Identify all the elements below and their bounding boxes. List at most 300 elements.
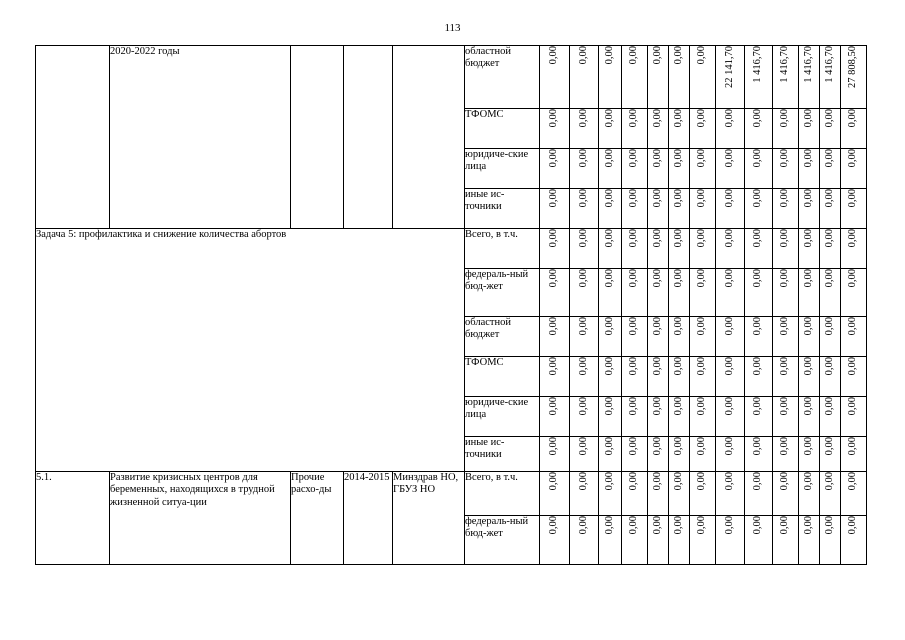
- source-label: Всего, в т.ч.: [465, 229, 540, 269]
- amount-cell: [799, 437, 820, 472]
- amount-cell: [841, 149, 867, 189]
- amount-cell: [570, 189, 599, 229]
- amount-cell: [716, 269, 745, 317]
- amount-cell: [622, 437, 648, 472]
- amount-cell: [690, 149, 716, 189]
- amount-cell: [773, 437, 799, 472]
- amount-value: 0,00: [802, 269, 814, 288]
- amount-cell: [820, 229, 841, 269]
- amount-value: 0,00: [628, 472, 640, 491]
- amount-cell: [820, 357, 841, 397]
- amount-value: 0,00: [628, 149, 640, 168]
- amount-value: 0,00: [651, 317, 663, 336]
- amount-cell: [669, 189, 690, 229]
- amount-cell: [622, 269, 648, 317]
- amount-cell: [669, 437, 690, 472]
- amount-value: 0,00: [752, 397, 764, 416]
- amount-cell: [773, 472, 799, 516]
- amount-cell: [773, 516, 799, 565]
- amount-value: 0,00: [577, 149, 589, 168]
- amount-value: 0,00: [672, 149, 684, 168]
- amount-value: 0,00: [672, 317, 684, 336]
- amount-cell: [669, 269, 690, 317]
- amount-value: 0,00: [723, 516, 735, 535]
- amount-cell: [570, 46, 599, 109]
- amount-cell: [540, 317, 570, 357]
- source-label: ТФОМС: [465, 357, 540, 397]
- amount-value: 0,00: [548, 46, 560, 65]
- item-name: Развитие кризисных центров для беременных, находящихся в трудной жизненной ситуа-ции: [110, 472, 291, 565]
- amount-cell: [773, 149, 799, 189]
- amount-value: 0,00: [847, 357, 859, 376]
- amount-cell: [716, 397, 745, 437]
- amount-value: 0,00: [847, 229, 859, 248]
- amount-cell: [820, 472, 841, 516]
- amount-cell: [599, 472, 622, 516]
- amount-cell: [745, 472, 773, 516]
- amount-value: 0,00: [672, 109, 684, 128]
- amount-value: 0,00: [802, 189, 814, 208]
- amount-cell: [716, 189, 745, 229]
- amount-value: 0,00: [696, 46, 708, 65]
- amount-cell: [841, 472, 867, 516]
- table-row: [36, 229, 867, 269]
- amount-value: 0,00: [577, 472, 589, 491]
- amount-cell: [669, 516, 690, 565]
- amount-cell: [622, 516, 648, 565]
- amount-cell: [540, 516, 570, 565]
- source-label: Всего, в т.ч.: [465, 472, 540, 516]
- amount-cell: [599, 46, 622, 109]
- amount-value: 0,00: [752, 516, 764, 535]
- amount-value: 0,00: [696, 149, 708, 168]
- amount-value: 0,00: [548, 149, 560, 168]
- source-label: областной бюджет: [465, 46, 540, 109]
- amount-value: 0,00: [779, 149, 791, 168]
- amount-cell: [773, 397, 799, 437]
- amount-value: 0,00: [823, 397, 835, 416]
- amount-cell: [648, 149, 669, 189]
- amount-value: 0,00: [752, 437, 764, 456]
- amount-value: 0,00: [696, 472, 708, 491]
- amount-value: 0,00: [752, 189, 764, 208]
- amount-value: 0,00: [802, 149, 814, 168]
- amount-cell: [540, 269, 570, 317]
- amount-cell: [841, 229, 867, 269]
- amount-value: 0,00: [628, 397, 640, 416]
- amount-cell: [690, 472, 716, 516]
- amount-cell: [820, 269, 841, 317]
- amount-value: 0,00: [628, 189, 640, 208]
- amount-cell: [745, 437, 773, 472]
- amount-cell: [745, 46, 773, 109]
- amount-value: 0,00: [752, 472, 764, 491]
- amount-value: 0,00: [628, 46, 640, 65]
- amount-cell: [690, 229, 716, 269]
- amount-value: 0,00: [672, 357, 684, 376]
- amount-value: 0,00: [603, 269, 615, 288]
- amount-value: 0,00: [651, 109, 663, 128]
- amount-value: 0,00: [802, 317, 814, 336]
- amount-cell: [745, 397, 773, 437]
- amount-cell: [690, 109, 716, 149]
- amount-cell: [648, 269, 669, 317]
- amount-value: 0,00: [603, 189, 615, 208]
- amount-cell: [799, 109, 820, 149]
- amount-cell: [690, 357, 716, 397]
- amount-cell: [690, 437, 716, 472]
- amount-cell: [773, 357, 799, 397]
- amount-cell: [599, 397, 622, 437]
- amount-cell: [820, 317, 841, 357]
- amount-cell: [799, 317, 820, 357]
- amount-value: 0,00: [603, 357, 615, 376]
- amount-cell: [716, 229, 745, 269]
- amount-value: 0,00: [847, 516, 859, 535]
- amount-value: 0,00: [628, 516, 640, 535]
- amount-value: 0,00: [577, 229, 589, 248]
- amount-value: 0,00: [651, 516, 663, 535]
- amount-cell: [841, 516, 867, 565]
- amount-value: 0,00: [696, 109, 708, 128]
- amount-cell: [820, 46, 841, 109]
- amount-cell: [773, 189, 799, 229]
- amount-value: 0,00: [628, 269, 640, 288]
- amount-cell: [599, 229, 622, 269]
- amount-value: 0,00: [752, 229, 764, 248]
- amount-value: 0,00: [802, 357, 814, 376]
- item-number: 5.1.: [36, 472, 110, 565]
- amount-value: 0,00: [847, 397, 859, 416]
- amount-cell: [799, 229, 820, 269]
- amount-value: 0,00: [823, 229, 835, 248]
- amount-value: 0,00: [847, 149, 859, 168]
- amount-cell: [570, 357, 599, 397]
- amount-cell: [599, 317, 622, 357]
- source-label: юридиче-ские лица: [465, 149, 540, 189]
- amount-cell: [669, 317, 690, 357]
- amount-cell: [799, 269, 820, 317]
- amount-cell: [820, 149, 841, 189]
- amount-value: 27 808,50: [847, 46, 859, 88]
- amount-value: 0,00: [651, 229, 663, 248]
- amount-value: 0,00: [847, 472, 859, 491]
- budget-table: [35, 45, 867, 565]
- amount-cell: [540, 397, 570, 437]
- amount-value: 0,00: [779, 357, 791, 376]
- amount-value: 0,00: [779, 397, 791, 416]
- amount-cell: [690, 269, 716, 317]
- amount-value: 0,00: [603, 472, 615, 491]
- amount-value: 0,00: [548, 317, 560, 336]
- amount-cell: [716, 109, 745, 149]
- amount-cell: [599, 357, 622, 397]
- amount-cell: [716, 516, 745, 565]
- amount-value: 0,00: [628, 437, 640, 456]
- amount-value: 0,00: [651, 397, 663, 416]
- amount-cell: [622, 317, 648, 357]
- expense-type-cell: [291, 46, 344, 229]
- amount-cell: [820, 397, 841, 437]
- amount-value: 0,00: [628, 229, 640, 248]
- amount-value: 0,00: [779, 516, 791, 535]
- page-number: 113: [444, 22, 461, 34]
- amount-cell: [570, 317, 599, 357]
- amount-cell: [716, 317, 745, 357]
- amount-value: 22 141,70: [723, 46, 735, 88]
- amount-cell: [841, 317, 867, 357]
- amount-cell: [773, 229, 799, 269]
- item-years: 2014-2015: [344, 472, 393, 565]
- amount-value: 0,00: [696, 189, 708, 208]
- amount-cell: [820, 437, 841, 472]
- amount-value: 0,00: [651, 357, 663, 376]
- amount-value: 0,00: [577, 269, 589, 288]
- amount-value: 0,00: [603, 437, 615, 456]
- amount-cell: [799, 472, 820, 516]
- amount-value: 0,00: [779, 269, 791, 288]
- row-number-cell: [36, 46, 110, 229]
- amount-value: 0,00: [779, 437, 791, 456]
- amount-value: 0,00: [847, 317, 859, 336]
- source-label: иные ис-точники: [465, 437, 540, 472]
- amount-value: 0,00: [651, 269, 663, 288]
- amount-value: 1 416,70: [752, 46, 764, 83]
- amount-value: 0,00: [548, 357, 560, 376]
- amount-value: 0,00: [651, 46, 663, 65]
- amount-value: 0,00: [779, 472, 791, 491]
- amount-value: 0,00: [802, 437, 814, 456]
- amount-value: 0,00: [696, 269, 708, 288]
- amount-cell: [570, 269, 599, 317]
- amount-cell: [648, 109, 669, 149]
- amount-cell: [570, 397, 599, 437]
- amount-cell: [570, 472, 599, 516]
- executors-cell: [393, 46, 465, 229]
- amount-value: 0,00: [752, 149, 764, 168]
- amount-value: 0,00: [696, 516, 708, 535]
- amount-value: 0,00: [779, 317, 791, 336]
- amount-cell: [622, 149, 648, 189]
- amount-value: 0,00: [823, 516, 835, 535]
- amount-value: 0,00: [548, 437, 560, 456]
- amount-cell: [799, 46, 820, 109]
- amount-cell: [570, 149, 599, 189]
- amount-cell: [648, 357, 669, 397]
- amount-value: 0,00: [548, 397, 560, 416]
- amount-cell: [841, 189, 867, 229]
- amount-value: 0,00: [548, 109, 560, 128]
- amount-cell: [599, 516, 622, 565]
- amount-value: 0,00: [723, 269, 735, 288]
- amount-cell: [820, 516, 841, 565]
- amount-cell: [799, 516, 820, 565]
- amount-value: 0,00: [651, 189, 663, 208]
- amount-cell: [622, 397, 648, 437]
- amount-cell: [540, 472, 570, 516]
- amount-cell: [745, 229, 773, 269]
- amount-value: 0,00: [603, 229, 615, 248]
- amount-value: 0,00: [603, 317, 615, 336]
- amount-value: 0,00: [672, 46, 684, 65]
- amount-value: 0,00: [628, 357, 640, 376]
- amount-value: 0,00: [577, 516, 589, 535]
- amount-cell: [648, 229, 669, 269]
- amount-cell: [745, 516, 773, 565]
- amount-value: 0,00: [823, 472, 835, 491]
- amount-value: 0,00: [603, 149, 615, 168]
- amount-cell: [799, 149, 820, 189]
- amount-value: 0,00: [672, 269, 684, 288]
- amount-cell: [570, 109, 599, 149]
- amount-value: 0,00: [823, 437, 835, 456]
- task-title: Задача 5: профилактика и снижение количества абортов: [36, 229, 465, 472]
- amount-value: 1 416,70: [823, 46, 835, 83]
- amount-value: 0,00: [823, 317, 835, 336]
- amount-cell: [669, 149, 690, 189]
- amount-value: 0,00: [548, 269, 560, 288]
- amount-value: 0,00: [548, 516, 560, 535]
- years-cell: [344, 46, 393, 229]
- amount-value: 0,00: [802, 229, 814, 248]
- amount-cell: [540, 46, 570, 109]
- amount-value: 0,00: [723, 472, 735, 491]
- amount-cell: [570, 516, 599, 565]
- amount-value: 0,00: [723, 229, 735, 248]
- amount-value: 0,00: [603, 516, 615, 535]
- amount-cell: [570, 229, 599, 269]
- amount-cell: [669, 109, 690, 149]
- amount-value: 0,00: [577, 397, 589, 416]
- period-cell: 2020-2022 годы: [110, 46, 291, 229]
- amount-cell: [669, 229, 690, 269]
- amount-value: 0,00: [779, 109, 791, 128]
- amount-value: 0,00: [696, 437, 708, 456]
- amount-value: 0,00: [577, 109, 589, 128]
- amount-value: 0,00: [628, 317, 640, 336]
- amount-cell: [841, 269, 867, 317]
- amount-cell: [540, 149, 570, 189]
- amount-cell: [648, 516, 669, 565]
- amount-cell: [841, 437, 867, 472]
- amount-cell: [820, 109, 841, 149]
- amount-cell: [599, 189, 622, 229]
- amount-cell: [745, 317, 773, 357]
- amount-value: 0,00: [577, 437, 589, 456]
- amount-value: 0,00: [577, 357, 589, 376]
- amount-cell: [841, 109, 867, 149]
- amount-cell: [540, 437, 570, 472]
- amount-cell: [540, 189, 570, 229]
- amount-value: 0,00: [603, 46, 615, 65]
- amount-cell: [599, 109, 622, 149]
- amount-value: 0,00: [651, 149, 663, 168]
- amount-cell: [540, 357, 570, 397]
- amount-cell: [648, 189, 669, 229]
- amount-value: 0,00: [577, 46, 589, 65]
- amount-cell: [773, 317, 799, 357]
- item-expense-type: Прочие расхо-ды: [291, 472, 344, 565]
- amount-value: 0,00: [672, 472, 684, 491]
- amount-cell: [716, 437, 745, 472]
- amount-cell: [669, 472, 690, 516]
- amount-value: 0,00: [672, 437, 684, 456]
- amount-value: 0,00: [752, 317, 764, 336]
- amount-value: 0,00: [548, 229, 560, 248]
- amount-cell: [841, 46, 867, 109]
- amount-cell: [622, 229, 648, 269]
- amount-value: 0,00: [823, 149, 835, 168]
- amount-value: 0,00: [696, 397, 708, 416]
- amount-cell: [622, 46, 648, 109]
- amount-value: 0,00: [672, 189, 684, 208]
- amount-value: 0,00: [603, 109, 615, 128]
- amount-value: 0,00: [577, 189, 589, 208]
- amount-value: 0,00: [823, 357, 835, 376]
- amount-cell: [648, 397, 669, 437]
- amount-cell: [745, 357, 773, 397]
- amount-cell: [622, 109, 648, 149]
- amount-cell: [622, 357, 648, 397]
- source-label: федераль-ный бюд-жет: [465, 516, 540, 565]
- amount-value: 0,00: [696, 317, 708, 336]
- amount-cell: [716, 357, 745, 397]
- amount-value: 0,00: [752, 357, 764, 376]
- amount-value: 0,00: [802, 472, 814, 491]
- amount-cell: [716, 149, 745, 189]
- amount-cell: [690, 516, 716, 565]
- amount-cell: [622, 189, 648, 229]
- amount-value: 0,00: [723, 357, 735, 376]
- amount-value: 0,00: [672, 516, 684, 535]
- amount-cell: [540, 109, 570, 149]
- amount-cell: [669, 357, 690, 397]
- amount-value: 0,00: [847, 269, 859, 288]
- amount-cell: [690, 189, 716, 229]
- amount-value: 0,00: [672, 229, 684, 248]
- amount-value: 0,00: [802, 109, 814, 128]
- amount-value: 0,00: [752, 269, 764, 288]
- amount-cell: [773, 269, 799, 317]
- amount-cell: [690, 46, 716, 109]
- amount-cell: [599, 149, 622, 189]
- source-label: федераль-ный бюд-жет: [465, 269, 540, 317]
- amount-value: 0,00: [723, 397, 735, 416]
- amount-cell: [690, 397, 716, 437]
- amount-cell: [841, 357, 867, 397]
- amount-cell: [799, 397, 820, 437]
- amount-value: 0,00: [802, 516, 814, 535]
- amount-value: 0,00: [651, 437, 663, 456]
- table-row: [36, 46, 867, 109]
- amount-cell: [841, 397, 867, 437]
- amount-cell: [648, 46, 669, 109]
- amount-value: 0,00: [752, 109, 764, 128]
- amount-value: 0,00: [823, 269, 835, 288]
- amount-value: 0,00: [723, 149, 735, 168]
- source-label: иные ис-точники: [465, 189, 540, 229]
- amount-value: 0,00: [723, 437, 735, 456]
- amount-cell: [648, 317, 669, 357]
- amount-value: 0,00: [577, 317, 589, 336]
- amount-cell: [669, 397, 690, 437]
- amount-cell: [799, 189, 820, 229]
- table-row: [36, 472, 867, 516]
- amount-value: 0,00: [696, 229, 708, 248]
- amount-value: 0,00: [672, 397, 684, 416]
- amount-cell: [648, 437, 669, 472]
- amount-cell: [745, 149, 773, 189]
